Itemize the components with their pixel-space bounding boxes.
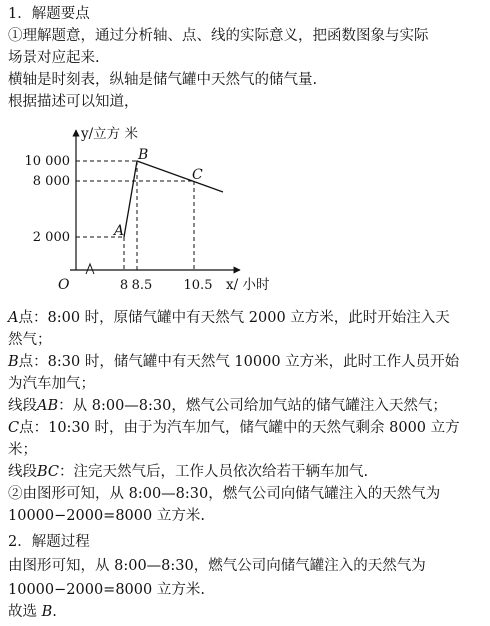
text-line-segment-ab: [8, 396, 447, 416]
section-heading-2: 2．解题过程: [8, 534, 90, 550]
y-tick-label: 2 000: [32, 230, 70, 245]
answer-end: .: [52, 604, 57, 620]
origin-label: O: [58, 277, 70, 293]
answer-line: [8, 602, 57, 622]
y-tick-label: 8 000: [32, 174, 70, 189]
x-tick-label: 8: [119, 278, 129, 293]
text-line: 为汽车加气；: [8, 376, 95, 392]
point-description: 点：10:30 时，由于为汽车加气，储气罐中的天然气剩余 8000 立方: [19, 420, 460, 436]
graph-line: [124, 161, 223, 237]
text-line: 根据描述可以知道，: [8, 94, 139, 110]
text-line-point-b: [8, 352, 459, 372]
text-line-point-c: [8, 418, 460, 438]
section-heading-1: 1．解题要点: [8, 6, 90, 22]
text-line: ①理解题意，通过分析轴、点、线的实际意义，把函数图象与实际: [8, 28, 429, 44]
text-line-point-a: [8, 308, 450, 328]
segment-description: ：从 8:00—8:30，燃气公司给加气站的储气罐注入天然气；: [58, 398, 447, 414]
answer-prefix: 故选: [8, 604, 37, 620]
point-description: 点：8:00 时，原储气罐中有天然气 2000 立方米，此时开始注入天: [18, 310, 450, 326]
text-line: 场景对应起来.: [8, 50, 100, 66]
point-label-c: C: [192, 167, 203, 183]
point-label-a: A: [114, 223, 125, 239]
answer-letter: B: [41, 604, 53, 620]
point-name: C: [8, 420, 20, 436]
x-axis-label: x/ 小时: [226, 277, 270, 293]
segment-prefix: 线段: [8, 464, 37, 480]
point-name: A: [8, 310, 19, 326]
x-tick-label: 10.5: [183, 278, 213, 293]
segment-name: AB: [37, 398, 59, 414]
text-line: 10000−2000=8000 立方米.: [8, 582, 205, 598]
point-description: 点：8:30 时，储气罐中有天然气 10000 立方米，此时工作人员开始: [18, 354, 460, 370]
y-tick-label: 10 000: [24, 154, 70, 169]
text-line: 10000−2000=8000 立方米.: [8, 508, 205, 524]
segment-prefix: 线段: [8, 398, 37, 414]
text-line: 米；: [8, 442, 37, 458]
segment-name: BC: [37, 464, 60, 480]
point-name: B: [8, 354, 19, 370]
point-label-b: B: [138, 147, 149, 163]
text-line: 由图形可知，从 8:00—8:30，燃气公司向储气罐注入的天然气为: [8, 558, 426, 574]
y-axis-label: y/立方 米: [81, 126, 138, 142]
text-line: ②由图形可知，从 8:00—8:30，燃气公司向储气罐注入的天然气为: [8, 486, 441, 502]
text-line: 横轴是时刻表，纵轴是储气罐中天然气的储气量.: [8, 72, 318, 88]
text-line-segment-bc: [8, 462, 368, 482]
axis-break-mark: [86, 264, 94, 274]
x-tick-label: 8.5: [131, 278, 153, 293]
text-line: 然气；: [8, 332, 52, 348]
function-graph: [0, 118, 270, 303]
segment-description: ：注完天然气后，工作人员依次给若干辆车加气.: [59, 464, 369, 480]
